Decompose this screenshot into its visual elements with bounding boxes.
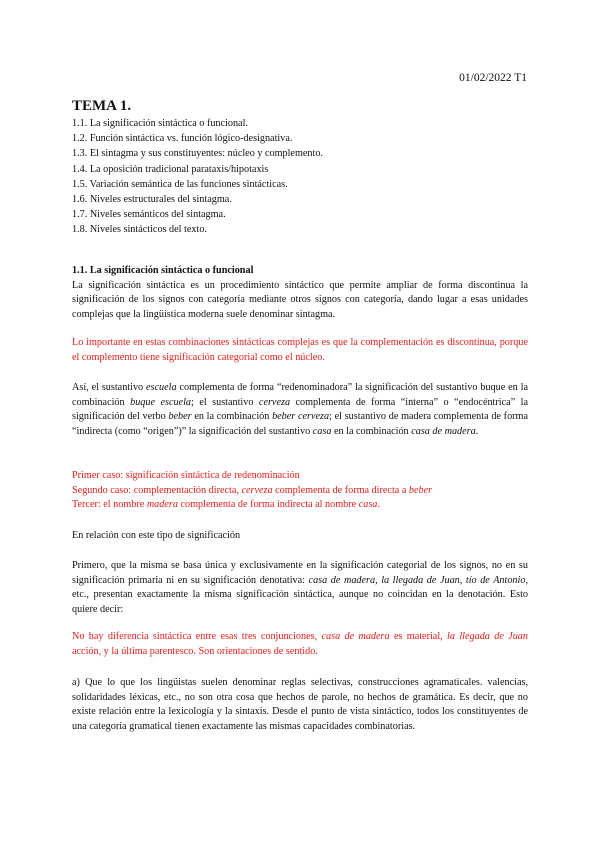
toc-item: 1.2. Función sintáctica vs. función lógico-designativa.: [72, 133, 293, 145]
section-1-1: [72, 264, 528, 322]
paragraph-first: Primero, que la misma se basa única y exclusivamente en la significación categorial de los signos, no en su significación primaria ni en su significación denotativa: casa de madera, la llegada de Juan, tío de Antonio, etc., presentan exactamente la misma significación sintáctica, aunque no coincidan en la denotación. Esto quiere decir:: [72, 560, 528, 615]
toc-item: 1.6. Niveles estructurales del sintagma.: [72, 194, 232, 206]
paragraph-definition: La significación sintáctica es un procedimiento sintáctico que permite ampliar de forma discontinua la significación de los signos con categoría mediante otros signos con categoría, dando lugar a esas unidades complejas que la lingüística moderna suele denominar sintagma.: [72, 279, 528, 320]
paragraph-relation: En relación con este tipo de significación: [72, 530, 241, 541]
case-third: Tercer: el nombre madera complementa de forma indirecta al nombre casa.: [72, 499, 380, 511]
paragraph-a: a) Que lo que los lingüistas suelen denominar reglas selectivas, construcciones agramaticales. valencias, solidaridades léxicas, etc., no son otra cosa que hechos de parole, no hechos de gramática. Es decir, que no existe relación entre la lexicología y la sintaxis. Desde el punto de vista sintáctico, todos los constituyentes de una categoría gramatical tienen exactamente las mismas capacidades combinatorias.: [72, 677, 528, 732]
cases-list: [72, 469, 528, 513]
paragraph-examples: Así, el sustantivo escuela complementa de forma “redenominadora” la significación del sustantivo buque en la combinación buque escuela; el sustantivo cerveza complementa de forma “interna” o “endocéntrica” la significación del verbo beber en la combinación beber cerveza; el sustantivo de madera complementa de forma “indirecta (como “origen”)” la significación del sustantivo casa en la combinación casa de madera.: [72, 382, 528, 437]
date-header: 01/02/2022 T1: [459, 72, 527, 84]
toc-item: 1.7. Niveles semánticos del sintagma.: [72, 209, 226, 221]
toc-item: 1.8. Niveles sintácticos del texto.: [72, 224, 207, 236]
paragraph-no-difference: No hay diferencia sintáctica entre esas tres conjunciones, casa de madera es material, la llegada de Juan acción, y la última parentesco. Son orientaciones de sentido.: [72, 631, 528, 657]
toc-item: 1.5. Variación semántica de las funciones sintácticas.: [72, 178, 288, 190]
case-second: Segundo caso: complementación directa, cerveza complementa de forma directa a beber: [72, 484, 433, 496]
paragraph-highlight-discontinua: Lo importante en estas combinaciones sintácticas complejas es que la complementación es discontinua, porque el complemento tiene significación categorial como el núcleo.: [72, 337, 528, 363]
toc-item: 1.3. El sintagma y sus constituyentes: núcleo y complemento.: [72, 148, 323, 160]
toc-item: 1.4. La oposición tradicional parataxis/hipotaxis: [72, 163, 269, 175]
section-heading: 1.1. La significación sintáctica o funcional: [72, 265, 254, 276]
table-of-contents: [72, 116, 323, 238]
page-title: TEMA 1.: [72, 98, 132, 114]
case-first: Primer caso: significación sintáctica de redenominación: [72, 470, 300, 481]
toc-item: 1.1. La significación sintáctica o funcional.: [72, 118, 248, 129]
